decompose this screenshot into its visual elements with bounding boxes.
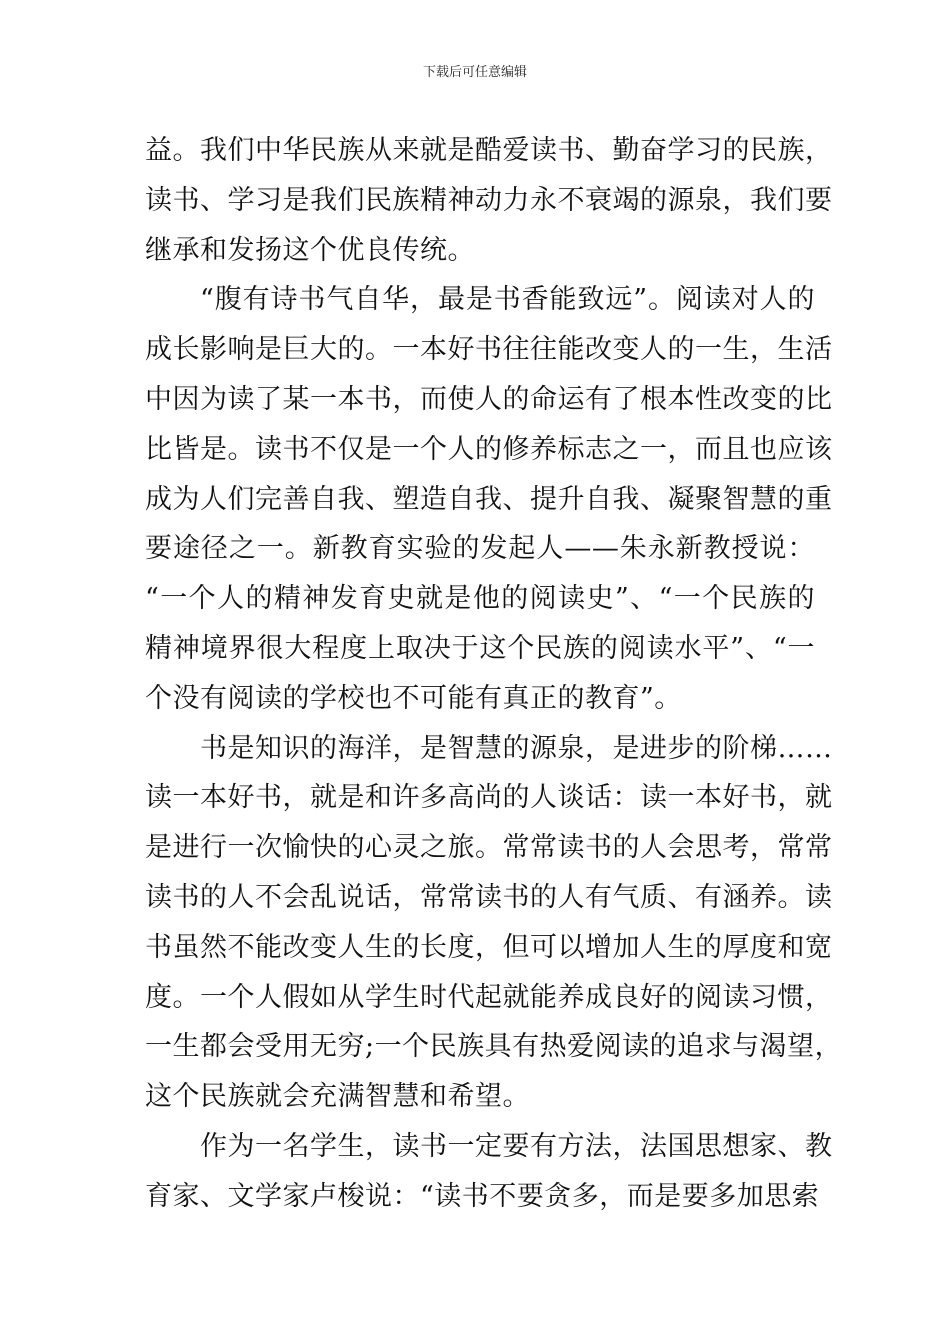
text-line: 继承和发扬这个优良传统。 xyxy=(145,234,475,266)
text-line: “一个人的精神发育史就是他的阅读史”、“一个民族的 xyxy=(145,583,815,615)
page-header: 下载后可任意编辑 xyxy=(422,65,527,80)
text-line: 度。一个人假如从学生时代起就能养成良好的阅读习惯， xyxy=(145,981,833,1013)
text-line: 益。我们中华民族从来就是酷爱读书、勤奋学习的民族， xyxy=(145,135,833,166)
text-line: 一生都会受用无穷;一个民族具有热爱阅读的追求与渴望， xyxy=(145,1031,843,1063)
text-line: 育家、文学家卢梭说：“读书不要贪多，而是要多加思索 xyxy=(145,1180,820,1212)
text-line: 精神境界很大程度上取决于这个民族的阅读水平”、“一 xyxy=(145,632,815,664)
body-text xyxy=(145,126,843,1222)
text-line: 读书的人不会乱说话，常常读书的人有气质、有涵养。读 xyxy=(145,881,833,913)
text-line: 比皆是。读书不仅是一个人的修养标志之一，而且也应该 xyxy=(145,433,833,465)
text-line: 读一本好书，就是和许多高尚的人谈话：读一本好书，就 xyxy=(145,782,833,814)
text-line: 成为人们完善自我、塑造自我、提升自我、凝聚智慧的重 xyxy=(145,483,833,515)
paragraph-1 xyxy=(145,126,833,275)
text-line: 中因为读了某一本书，而使人的命运有了根本性改变的比 xyxy=(145,383,833,415)
text-line: 是进行一次愉快的心灵之旅。常常读书的人会思考，常常 xyxy=(145,832,833,864)
text-line: 作为一名学生，读书一定要有方法，法国思想家、教 xyxy=(200,1130,833,1162)
text-line: 这个民族就会充满智慧和希望。 xyxy=(145,1081,530,1113)
text-line: 读书、学习是我们民族精神动力永不衰竭的源泉，我们要 xyxy=(145,184,833,216)
text-line: 成长影响是巨大的。一本好书往往能改变人的一生，生活 xyxy=(145,334,833,366)
text-line: 要途径之一。新教育实验的发起人——朱永新教授说： xyxy=(145,533,815,565)
paragraph-3 xyxy=(145,724,843,1122)
text-line: “腹有诗书气自华，最是书香能致远”。阅读对人的 xyxy=(200,284,815,316)
text-line: 个没有阅读的学校也不可能有真正的教育”。 xyxy=(145,682,682,714)
text-line: 书虽然不能改变人生的长度，但可以增加人生的厚度和宽 xyxy=(145,931,833,963)
paragraph-4 xyxy=(145,1122,833,1222)
paragraph-2 xyxy=(145,275,833,723)
text-line: 书是知识的海洋，是智慧的源泉，是进步的阶梯…… xyxy=(200,732,833,764)
